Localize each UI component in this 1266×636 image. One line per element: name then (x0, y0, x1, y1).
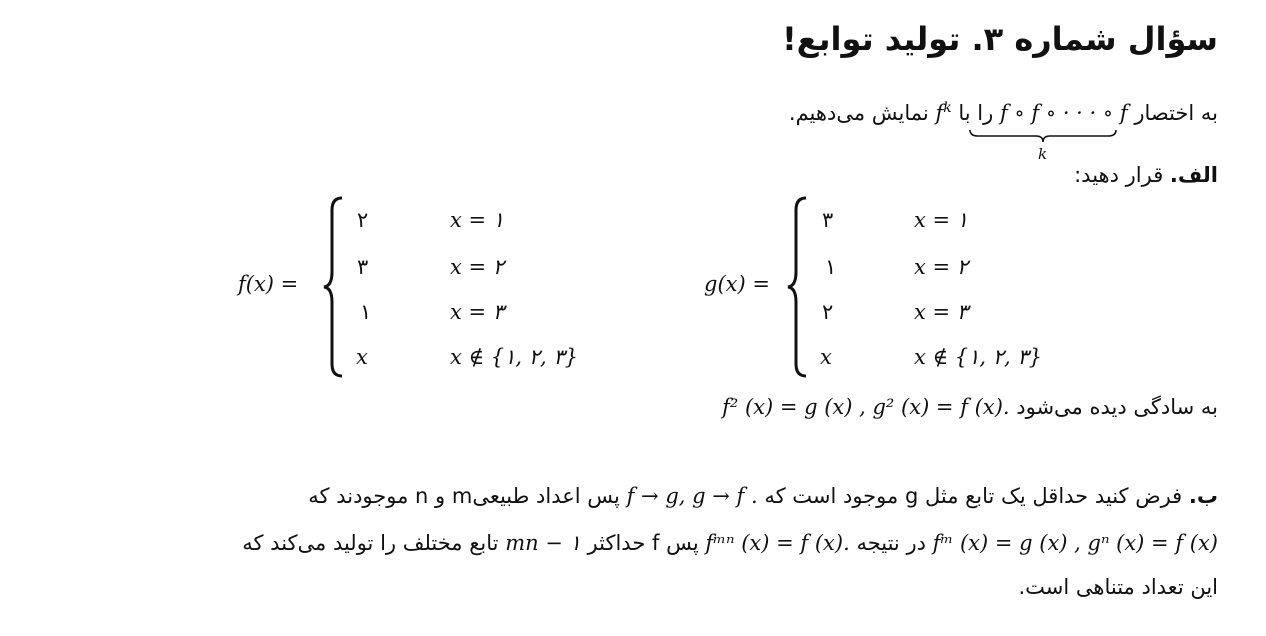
question-title: سؤال شماره ۳. تولید توابع! (782, 20, 1218, 58)
g-row-1-condition: x = ۱ (914, 208, 969, 232)
part-b-text-4: تابع مختلف را تولید می‌کند که (242, 531, 499, 555)
f-lhs: f(x) = (238, 272, 299, 296)
intro-prefix: به اختصار (1134, 101, 1218, 125)
observation-formula: f² (x) = g (x) , g² (x) = f (x). (722, 395, 1010, 419)
g-row-2-condition: x = ۲ (914, 255, 969, 279)
part-b-formula-1: f → g, g → f . (626, 484, 758, 508)
intro-line (789, 100, 1218, 125)
f-row-3-value: ۱ (360, 300, 372, 324)
part-b-formula-4: mn − ۱ (505, 531, 581, 555)
observation-text: به سادگی دیده می‌شود (1016, 395, 1218, 419)
part-b-text-1-rest: پس اعداد طبیعیm و n موجودند که (308, 484, 620, 508)
part-b-label: ب. (1188, 484, 1218, 508)
part-b-line-1 (308, 484, 1218, 508)
composition-expression: f ∘ f ∘ · · · ∘ f (999, 101, 1128, 125)
part-b-formula-2: fᵐ (x) = g (x) , gⁿ (x) = f (x) (932, 531, 1218, 555)
f-row-1-value: ۲ (357, 208, 369, 232)
underbrace-label: k (1038, 145, 1048, 163)
underbrace (968, 128, 1118, 144)
f-power-k: $f^k$ (935, 100, 952, 125)
f-row-2-value: ۳ (357, 255, 369, 279)
f-row-4-condition: x ∉ {۱, ۲, ۳} (450, 345, 578, 369)
g-row-4-condition: x ∉ {۱, ۲, ۳} (914, 345, 1042, 369)
part-a-header (1074, 163, 1218, 187)
part-b-text-3: پس f حداکثر (587, 531, 699, 555)
g-row-1-value: ۳ (822, 208, 834, 232)
part-a-text: قرار دهید: (1074, 163, 1164, 187)
part-b-line-2 (242, 531, 1218, 555)
g-row-3-value: ۲ (822, 300, 834, 324)
observation-line (722, 395, 1218, 419)
g-row-3-condition: x = ۳ (914, 300, 969, 324)
f-row-4-value: x (356, 345, 368, 369)
f-row-1-condition: x = ۱ (450, 208, 505, 232)
part-b-text-1: فرض کنید حداقل یک تابع مثل g موجود است که (764, 484, 1183, 508)
part-a-label: الف. (1169, 163, 1218, 187)
g-lhs: g(x) = (704, 272, 770, 296)
intro-suffix: نمایش می‌دهیم. (788, 101, 929, 125)
part-b-text-2: در نتیجه (856, 531, 926, 555)
g-row-4-value: x (820, 345, 832, 369)
part-b-line-3: این تعداد متناهی است. (1018, 575, 1218, 599)
g-row-2-value: ۱ (825, 255, 837, 279)
part-b-formula-3: fᵐⁿ (x) = f (x). (705, 531, 850, 555)
f-row-3-condition: x = ۳ (450, 300, 505, 324)
g-left-brace (786, 196, 808, 382)
f-row-2-condition: x = ۲ (450, 255, 505, 279)
intro-middle: را با (958, 101, 994, 125)
f-left-brace (322, 196, 344, 382)
